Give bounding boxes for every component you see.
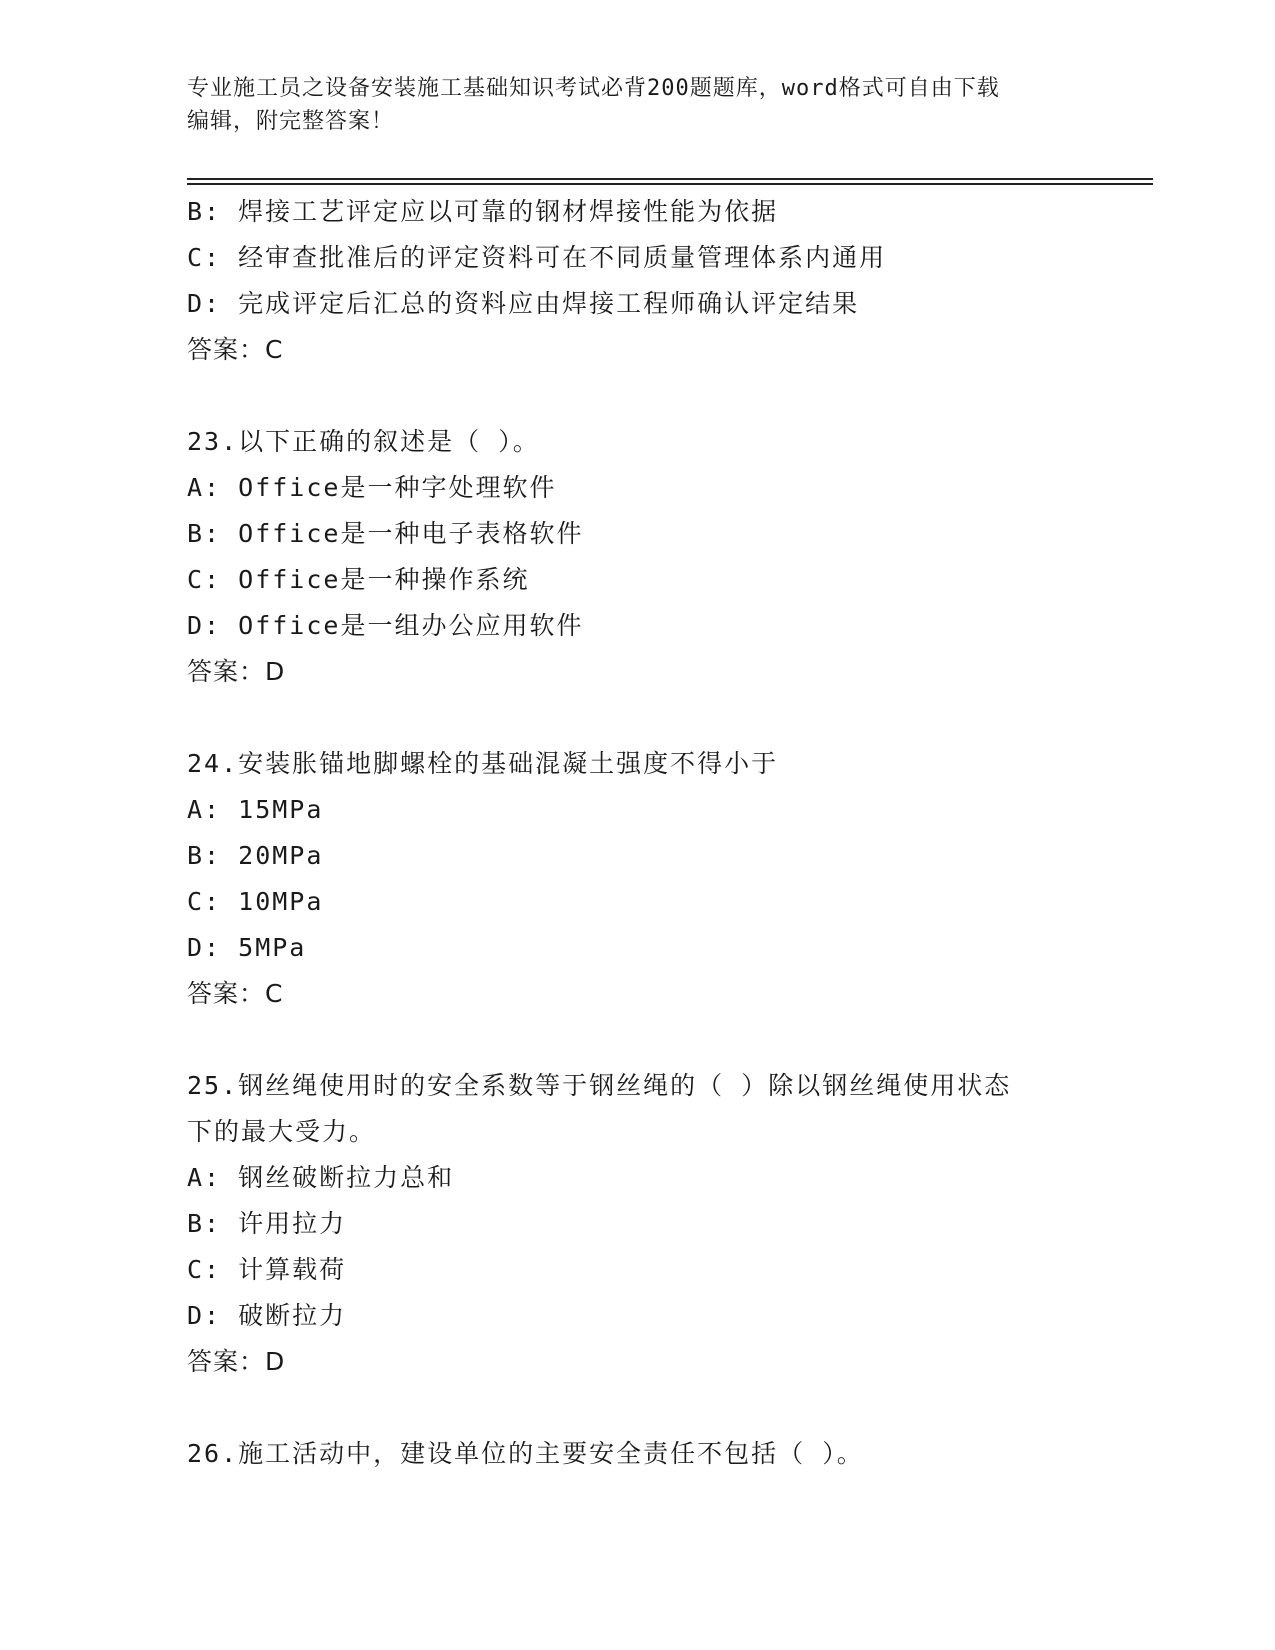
answer: 答案：D bbox=[187, 1347, 286, 1376]
spacer bbox=[187, 1385, 1147, 1431]
option-b: B: 许用拉力 bbox=[187, 1209, 347, 1238]
question-text-line-2: 下的最大受力。 bbox=[187, 1117, 377, 1146]
spacer bbox=[187, 1017, 1147, 1063]
option-a: A: 15MPa bbox=[187, 795, 324, 824]
option-a: A: Office是一种字处理软件 bbox=[187, 473, 557, 502]
option-c: C: 计算载荷 bbox=[187, 1255, 347, 1284]
option-b: B: 焊接工艺评定应以可靠的钢材焊接性能为依据 bbox=[187, 197, 779, 226]
option-b: B: 20MPa bbox=[187, 841, 324, 870]
question-list bbox=[187, 189, 1147, 1477]
question-text: 26.施工活动中，建设单位的主要安全责任不包括（ ）。 bbox=[187, 1439, 864, 1468]
option-c: C: 10MPa bbox=[187, 887, 324, 916]
question-22-remainder bbox=[187, 189, 1147, 373]
spacer bbox=[187, 695, 1147, 741]
header-title-line-2: 编辑，附完整答案！ bbox=[187, 109, 395, 134]
header-title-line-1: 专业施工员之设备安装施工基础知识考试必背200题题库，word格式可自由下载 bbox=[187, 76, 1000, 101]
option-d: D: 5MPa bbox=[187, 933, 307, 962]
answer: 答案：C bbox=[187, 979, 284, 1008]
answer: 答案：D bbox=[187, 657, 286, 686]
option-c: C: 经审查批准后的评定资料可在不同质量管理体系内通用 bbox=[187, 243, 887, 272]
question-text: 24.安装胀锚地脚螺栓的基础混凝土强度不得小于 bbox=[187, 749, 779, 778]
option-b: B: Office是一种电子表格软件 bbox=[187, 519, 584, 548]
question-23 bbox=[187, 419, 1147, 695]
question-text: 23.以下正确的叙述是（ ）。 bbox=[187, 427, 540, 456]
spacer bbox=[187, 373, 1147, 419]
answer: 答案：C bbox=[187, 335, 284, 364]
header-divider-top bbox=[187, 178, 1153, 180]
question-26 bbox=[187, 1431, 1147, 1477]
header-divider-bottom bbox=[187, 183, 1153, 185]
document-header bbox=[187, 72, 1067, 138]
option-a: A: 钢丝破断拉力总和 bbox=[187, 1163, 455, 1192]
option-d: D: Office是一组办公应用软件 bbox=[187, 611, 584, 640]
option-d: D: 破断拉力 bbox=[187, 1301, 347, 1330]
question-24 bbox=[187, 741, 1147, 1017]
question-25 bbox=[187, 1063, 1147, 1385]
option-c: C: Office是一种操作系统 bbox=[187, 565, 530, 594]
question-text-line-1: 25.钢丝绳使用时的安全系数等于钢丝绳的（ ）除以钢丝绳使用状态 bbox=[187, 1071, 1012, 1100]
option-d: D: 完成评定后汇总的资料应由焊接工程师确认评定结果 bbox=[187, 289, 860, 318]
